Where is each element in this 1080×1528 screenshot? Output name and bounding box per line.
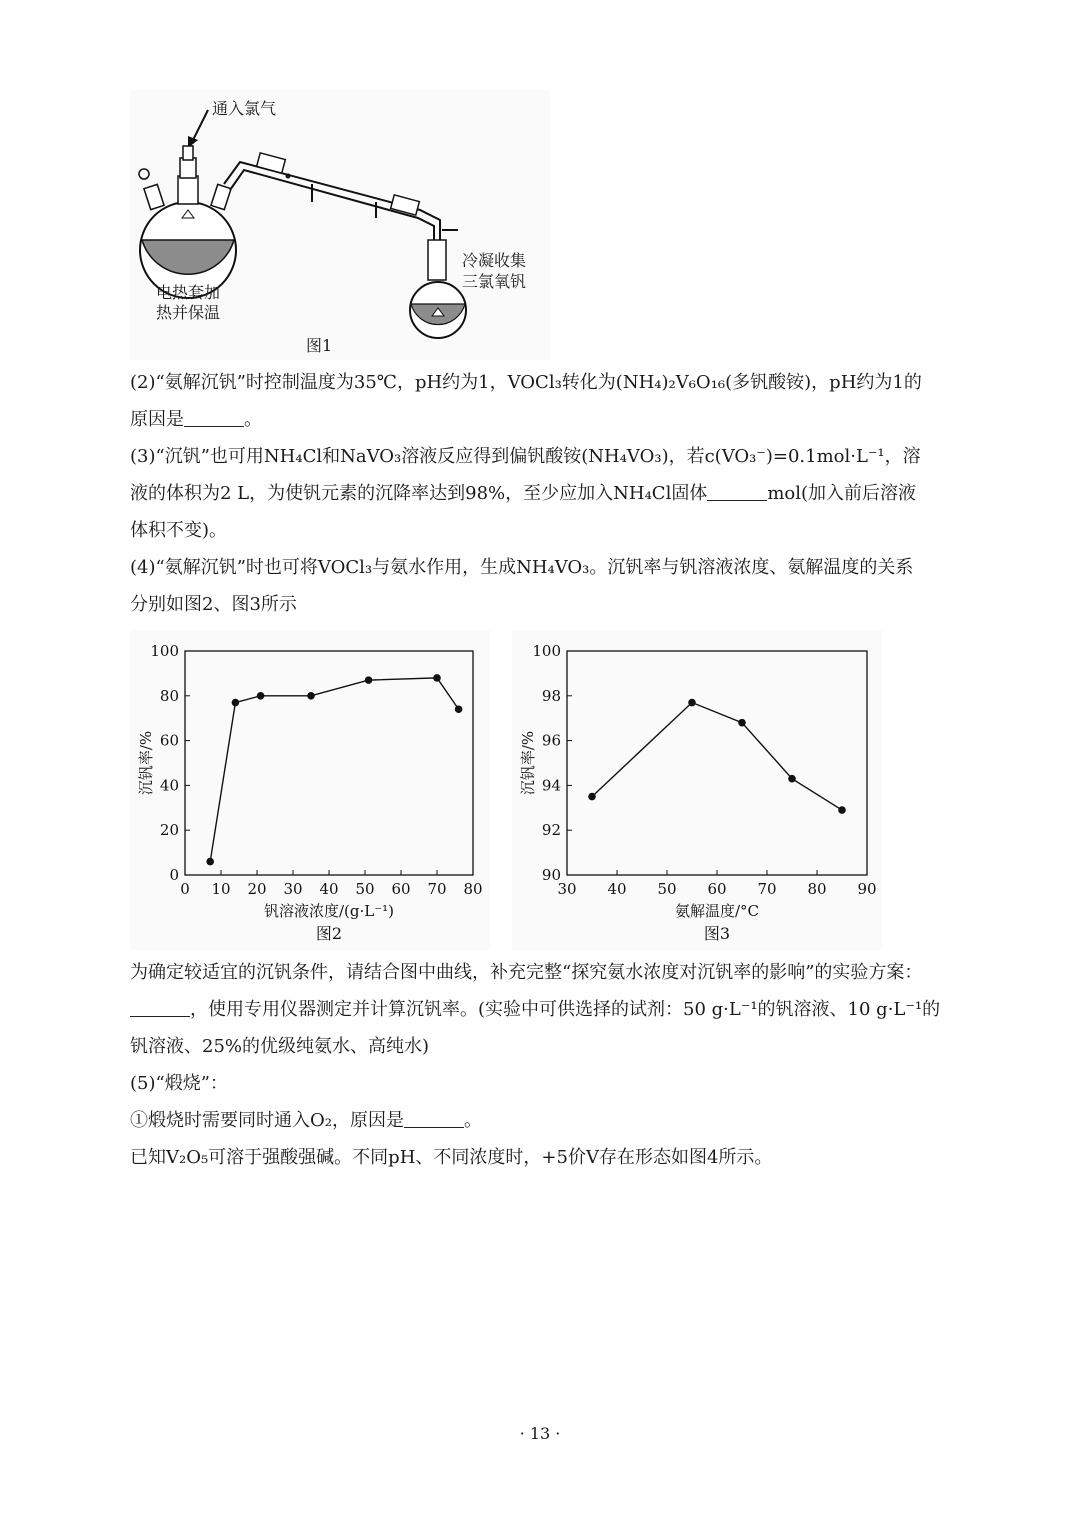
x-tick-label: 50 (355, 880, 375, 898)
figure1-label-heater-2: 热并保温 (156, 303, 221, 322)
y-tick-label: 60 (159, 731, 179, 750)
q3-line3: 体积不变)。 (130, 520, 228, 541)
x-tick-label: 0 (180, 880, 190, 898)
data-point (206, 858, 214, 866)
x-tick-label: 30 (557, 880, 577, 898)
q4-after-line2-b: ，使用专用仪器测定并计算沉钒率。(实验中可供选择的试剂：50 g·L⁻¹的钒溶液、10 g·L⁻¹的 (190, 999, 941, 1020)
y-tick-label: 80 (159, 686, 179, 705)
x-tick-label: 70 (427, 880, 447, 898)
y-tick-label: 20 (159, 821, 179, 840)
data-point (257, 692, 265, 700)
x-tick-label: 50 (657, 880, 677, 898)
q5-heading: (5)“煅烧”： (130, 1073, 228, 1094)
answer-blank (130, 998, 190, 1017)
y-tick-label: 0 (169, 866, 179, 884)
x-tick-label: 40 (607, 880, 627, 898)
q3-line1: (3)“沉钒”也可用NH₄Cl和NaVO₃溶液反应得到偏钒酸铵(NH₄VO₃)，若c(VO₃⁻)=0.1mol·L⁻¹，溶 (130, 446, 921, 467)
x-tick-label: 40 (319, 880, 339, 898)
q5-known: 已知V₂O₅可溶于强酸强碱。不同pH、不同浓度时，+5价V存在形态如图4所示。 (130, 1147, 773, 1168)
chart-caption: 图2 (315, 924, 343, 943)
chart-fig2 (130, 630, 490, 950)
answer-blank (184, 408, 244, 427)
figure1-caption: 图1 (306, 336, 333, 355)
q2-line2-text: 原因是 (130, 409, 184, 430)
x-tick-label: 20 (247, 880, 267, 898)
q3-line2-a: 液的体积为2 L，为使钒元素的沉降率达到98%，至少应加入NH₄Cl固体 (130, 483, 708, 504)
y-tick-label: 96 (541, 731, 561, 750)
y-tick-label: 98 (541, 686, 561, 705)
y-tick-label: 100 (150, 642, 179, 660)
q4-after-line3: 钒溶液、25%的优级纯氨水、高纯水) (130, 1036, 430, 1057)
data-point (738, 719, 746, 727)
data-point (688, 699, 696, 707)
answer-blank (404, 1109, 464, 1128)
x-axis-label: 氨解温度/°C (674, 902, 760, 920)
y-tick-label: 40 (159, 776, 179, 795)
q4-after-line1: 为确定较适宜的沉钒条件，请结合图中曲线，补充完整“探究氨水浓度对沉钒率的影响”的实验方案： (130, 962, 923, 983)
figure1-label-collect-2: 三氯氧钒 (462, 272, 527, 291)
x-tick-label: 70 (757, 880, 777, 898)
y-tick-label: 90 (541, 866, 561, 884)
q4-line2: 分别如图2、图3所示 (130, 594, 297, 615)
data-point (588, 793, 596, 801)
x-tick-label: 10 (211, 880, 231, 898)
data-point (838, 806, 846, 814)
answer-blank (707, 482, 767, 501)
q5-sub1-b: 。 (463, 1110, 482, 1131)
q4-after-line2 (130, 991, 985, 1028)
q5-sub1-a: ①煅烧时需要同时通入O₂，原因是 (130, 1110, 404, 1131)
figure1-label-collect-1: 冷凝收集 (462, 251, 527, 270)
chart-caption: 图3 (703, 924, 731, 943)
figure1-label-gas: 通入氯气 (212, 99, 277, 118)
x-tick-label: 80 (807, 880, 827, 898)
data-point (307, 692, 315, 700)
data-point (788, 775, 796, 783)
y-tick-label: 100 (532, 642, 561, 660)
figure1-label-heater-1: 电热套加 (156, 283, 221, 302)
q5-sub1 (130, 1102, 985, 1139)
page-number: · 13 · (519, 1424, 561, 1443)
y-tick-label: 92 (541, 821, 561, 840)
x-axis-label: 钒溶液浓度/(g·L⁻¹) (263, 902, 395, 920)
y-tick-label: 94 (541, 776, 561, 795)
q2-line2-end: 。 (244, 409, 262, 430)
q3-line2-b: mol(加入前后溶液 (767, 483, 917, 504)
data-point (232, 699, 240, 707)
q2-line2 (130, 401, 985, 438)
q4-line1: (4)“氨解沉钒”时也可将VOCl₃与氨水作用，生成NH₄VO₃。沉钒率与钒溶液浓度、氨解温度的关系 (130, 557, 914, 578)
y-axis-label: 沉钒率/% (519, 730, 537, 796)
x-tick-label: 80 (463, 880, 483, 898)
chart-fig3 (512, 630, 882, 950)
x-tick-label: 30 (283, 880, 303, 898)
y-axis-label: 沉钒率/% (137, 730, 155, 796)
q2-line1: (2)“氨解沉钒”时控制温度为35℃，pH约为1，VOCl₃转化为(NH₄)₂V₆O₁₆(多钒酸铵)，pH约为1的 (130, 372, 922, 393)
x-tick-label: 60 (707, 880, 727, 898)
data-point (365, 676, 373, 684)
x-tick-label: 60 (391, 880, 411, 898)
data-point (433, 674, 441, 682)
q3-line2 (130, 475, 985, 512)
x-tick-label: 90 (857, 880, 877, 898)
data-point (455, 705, 463, 713)
